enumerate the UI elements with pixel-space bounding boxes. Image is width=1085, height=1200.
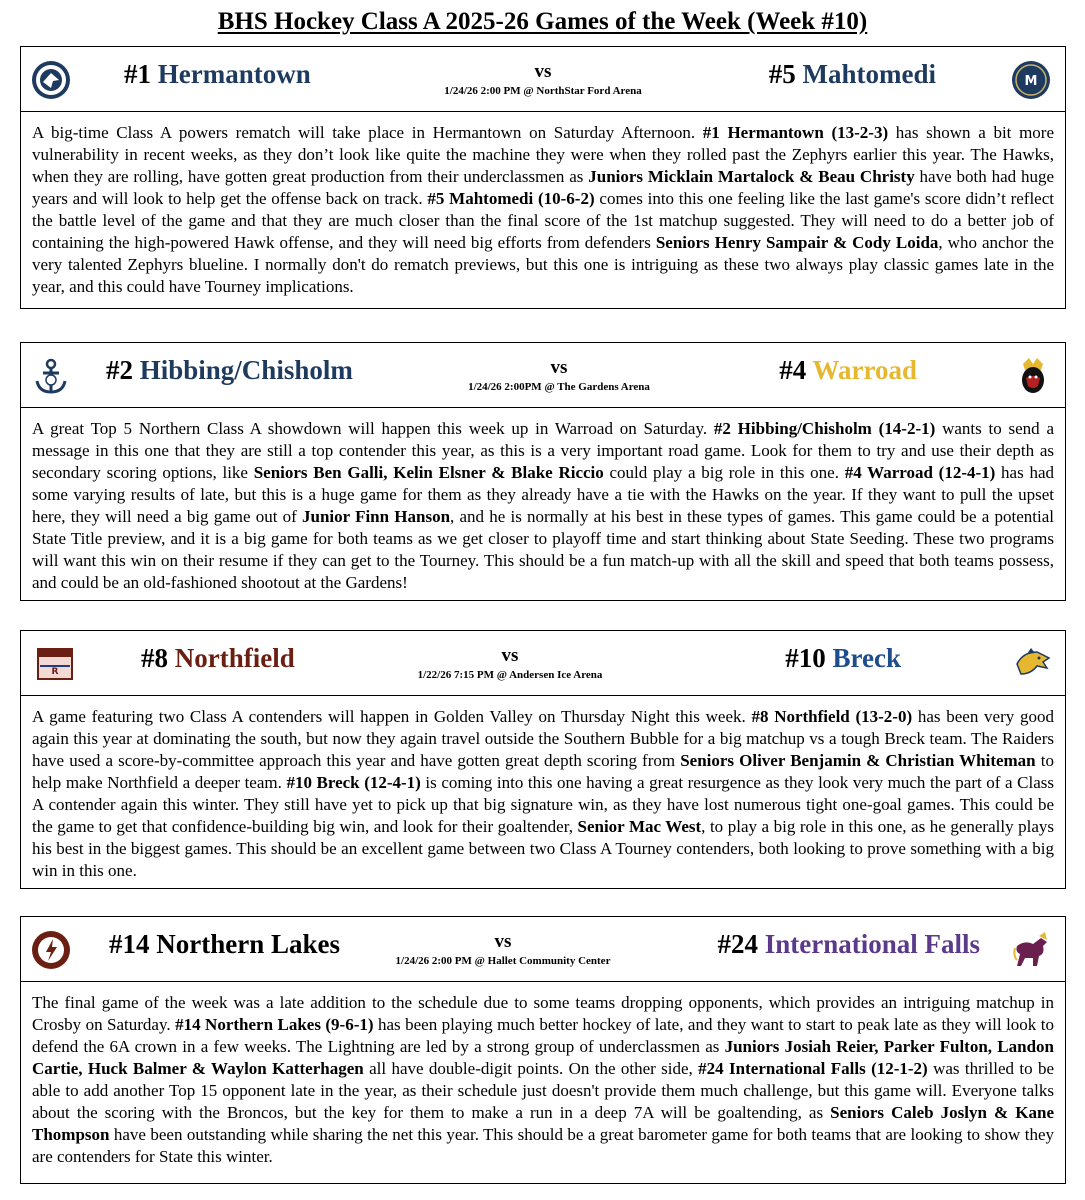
breck-mustangs-logo <box>1013 644 1053 684</box>
highlighted-name: #8 Northfield (13-2-0) <box>751 707 913 726</box>
highlighted-name: #14 Northern Lakes (9-6-1) <box>175 1015 374 1034</box>
game-header <box>21 631 1065 696</box>
game-preview-text <box>21 982 1065 1168</box>
preview-text-run: have both had huge years and will look to help get the offense back on track. <box>32 167 1055 208</box>
team-right: #10 Breck <box>785 643 901 673</box>
team-left: #2 Hibbing/Chisholm <box>106 355 353 385</box>
game-datetime-venue: 1/24/26 2:00PM @ The Gardens Arena <box>468 381 650 393</box>
game-datetime-venue: 1/22/26 7:15 PM @ Andersen Ice Arena <box>417 669 603 681</box>
game-header <box>21 47 1065 112</box>
team-left: #8 Northfield <box>141 643 295 673</box>
warroad-warriors-logo <box>1013 356 1053 396</box>
preview-text-run: A great Top 5 Northern Class A showdown will happen this week up in Warroad on Saturday. <box>32 419 714 438</box>
team-right: #24 International Falls <box>717 929 980 959</box>
vs-label: vs <box>550 357 568 378</box>
preview-text-run: wants to send a message in this one that they are still a top contender this year, as this is a very important road game. Look for them to try and use their depth as secondary scoring options, like <box>32 419 1055 482</box>
highlighted-name: Seniors Henry Sampair & Cody Loida <box>655 233 939 252</box>
preview-text-run: to help make Northfield a deeper team. <box>32 751 1054 792</box>
preview-text-run: comes into this one feeling like the last game's score didn’t reflect the battle level of the game and that they are much closer than the final score of the 1st matchup suggested. They will need to do a better job of containing the high-powered Hawk offense, and they will need big efforts from defenders <box>32 189 1054 252</box>
team-left: #14 Northern Lakes <box>109 929 340 959</box>
preview-text-run: could play a big role in this one. <box>603 463 845 482</box>
highlighted-name: Senior Mac West <box>577 817 702 836</box>
highlighted-name: #10 Breck (12-4-1) <box>286 773 421 792</box>
game-card-2 <box>20 342 1066 601</box>
game-card-3 <box>20 630 1066 889</box>
game-card-1 <box>20 46 1066 309</box>
vs-label: vs <box>534 61 552 82</box>
highlighted-name: #2 Hibbing/Chisholm (14-2-1) <box>713 419 936 438</box>
highlighted-name: Junior Finn Hanson <box>302 507 451 526</box>
highlighted-name: #24 International Falls (12-1-2) <box>698 1059 928 1078</box>
game-header <box>21 343 1065 408</box>
highlighted-name: #1 Hermantown (13-2-3) <box>702 123 889 142</box>
preview-text-run: , to play a big role in this one, as he generally plays his best in the biggest games. This should be an excellent game between two Class A Tourney contenders, both looking to prove something with a big win in this one. <box>32 817 1054 880</box>
game-datetime-venue: 1/24/26 2:00 PM @ Hallet Community Center <box>395 955 611 967</box>
svg-text:R: R <box>51 667 59 677</box>
team-right: #4 Warroad <box>779 355 917 385</box>
preview-text-run: has shown a bit more vulnerability in recent weeks, as they don’t look like quite the machine they were when they rolled past the Zephyrs earlier this year. The Hawks, when they are rolling, have gotten great production from their underclassmen as <box>32 123 1055 186</box>
vs-label: vs <box>501 645 519 666</box>
preview-text-run: , who anchor the very talented Zephyrs blueline. I normally don't do rematch previews, but this one is intriguing as these two always play classic games late in the year, and this could have Tourney implications. <box>32 233 1054 296</box>
international-falls-broncos-logo <box>1011 930 1051 970</box>
preview-text-run: has been playing much better hockey of late, and they want to start to peak late as they will look to defend the 6A crown in a few weeks. The Lightning are led by a strong group of underclassmen as <box>32 1015 1054 1056</box>
preview-text-run: has been very good again this year at dominating the south, but now they again travel outside the Southern Bubble for a big matchup vs a tough Breck team. The Raiders have used a score-by-committee approach this year and have gotten great depth scoring from <box>32 707 1054 770</box>
highlighted-name: #4 Warroad (12-4-1) <box>844 463 996 482</box>
preview-text-run: all have double-digit points. On the other side, <box>363 1059 699 1078</box>
team-left: #1 Hermantown <box>124 59 311 89</box>
game-preview-text <box>21 696 1065 882</box>
page-title: BHS Hockey Class A 2025-26 Games of the Week (Week #10) <box>217 8 868 35</box>
highlighted-name: Seniors Ben Galli, Kelin Elsner & Blake Riccio <box>253 463 604 482</box>
vs-label: vs <box>494 931 512 952</box>
highlighted-name: #5 Mahtomedi (10-6-2) <box>427 189 595 208</box>
game-preview-text <box>21 408 1065 594</box>
highlighted-name: Seniors Oliver Benjamin & Christian Whiteman <box>680 751 1036 770</box>
game-preview-text <box>21 112 1065 298</box>
team-right: #5 Mahtomedi <box>768 59 936 89</box>
game-card-4 <box>20 916 1066 1184</box>
preview-text-run: A game featuring two Class A contenders will happen in Golden Valley on Thursday Night this week. <box>32 707 752 726</box>
highlighted-name: Seniors Caleb Joslyn & Kane Thompson <box>32 1103 1054 1144</box>
preview-text-run: was thrilled to be able to add another Top 15 opponent late in the year, as their schedule just doesn't provide them much challenge, but this game will. Everyone talks about the scoring with the Broncos, but the key for them to make a run in a deep 7A will be goaltending, as <box>32 1059 1055 1122</box>
preview-text-run: has had some varying results of late, but this is a huge game for them as they already have a tie with the Hawks on the year. If they want to pull the upset here, they will need a big game out of <box>32 463 1054 526</box>
preview-text-run: is coming into this one having a great resurgence as they look very much the part of a Class A contender again this winter. They still have yet to pick up that big signature win, as they have lost numerous tight one-goal games. This could be the game to get that confidence-building big win, and look for their goaltender, <box>32 773 1054 836</box>
game-datetime-venue: 1/24/26 2:00 PM @ NorthStar Ford Arena <box>444 85 642 97</box>
svg-text:M: M <box>1024 74 1038 89</box>
mahtomedi-zephyrs-logo <box>1011 60 1051 100</box>
highlighted-name: Juniors Josiah Reier, Parker Fulton, Landon Cartie, Huck Balmer & Waylon Katterhagen <box>32 1037 1054 1078</box>
preview-text-run: The final game of the week was a late addition to the schedule due to some teams dropping opponents, which provides an intriguing matchup in Crosby on Saturday. <box>32 993 1054 1034</box>
preview-text-run: , and he is normally at his best in these types of games. This game could be a potential State Title preview, and it is a big game for both teams as we get closer to playoff time and start thinking about State Seeding. These two programs will want this win on their resume if they can get to the Tourney. This should be a fun match-up with all the skill and speed that both teams possess, and could be an old-fashioned shootout at the Gardens! <box>32 507 1055 592</box>
preview-text-run: A big-time Class A powers rematch will take place in Hermantown on Saturday Afternoon. <box>32 123 703 142</box>
game-header <box>21 917 1065 982</box>
preview-text-run: have been outstanding while sharing the net this year. This should be a great barometer game for both teams that are looking to show they are contenders for State this winter. <box>32 1125 1054 1166</box>
highlighted-name: Juniors Micklain Martalock & Beau Christy <box>588 167 915 186</box>
